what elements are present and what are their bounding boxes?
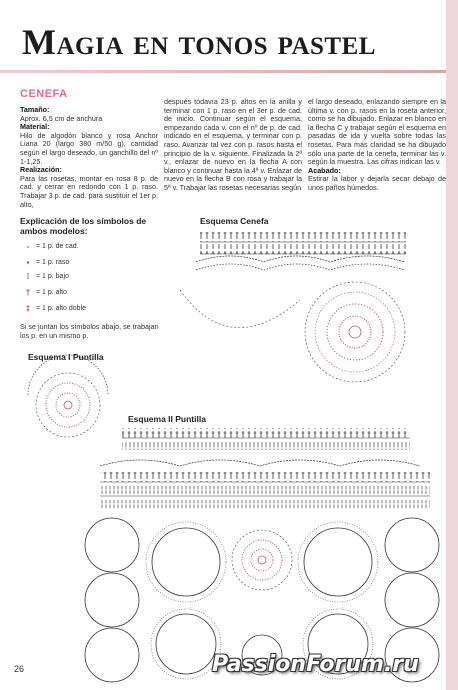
- watermark-logo: PassionForum.ru: [212, 652, 419, 677]
- text-acabado: Estirar la labor y dejarla secar debajo de unos paños húmedos.: [308, 174, 446, 192]
- legend-item-bajo: ⁞ = 1 p. bajo: [22, 272, 69, 281]
- heading-realizacion: Realización:: [20, 165, 62, 175]
- text-material: Hilo de algodón blanco y rosa Anchor Liana 20 (largo 380 m/50 g), cantidad según el largo deseado, un ganchillo del nº 1-1,25.: [20, 130, 158, 166]
- label-esquema-puntilla-2: Esquema II Puntilla: [128, 414, 206, 424]
- slip-stitch-icon: ▪: [26, 258, 30, 267]
- page-number: 26: [14, 664, 25, 674]
- puntilla-1-diagram: [28, 355, 108, 437]
- label-esquema-puntilla-1: Esquema I Puntilla: [28, 352, 104, 362]
- double-crochet-icon: †: [25, 288, 31, 297]
- puntilla-2-diagram: [85, 428, 439, 682]
- cenefa-diagram: [180, 232, 406, 382]
- single-crochet-icon: ⁞: [26, 272, 30, 281]
- text-tamano: Aprox. 6,5 cm de anchura: [20, 113, 103, 123]
- text-realizacion: Para las rosetas, montar en rosa 8 p. de cad. y cerrar en redondo con 1 p. raso. Trabajar 3 p. de cad. para sustituir el 1er p. alto,: [20, 173, 158, 209]
- legend-item-alto: † = 1 p. alto: [22, 288, 67, 297]
- legend-title: Explicación de los símbolos de ambos modelos:: [20, 216, 147, 236]
- text-col2: después todavía 23 p. altos en la anilla y terminar con 1 p. raso en el 3er p. de cad. de inicio. Continuar según el esquema, empezando cada v. con el nº de p. de cad. indicado en el esquema, y terminar con p. raso. Avanzar tal vez con p. rasos hasta el principio de la v. siguiente. Finalizada la 2ª v., enlazar de nuevo en la flecha A con blanco y continuar hasta la 4ª v. Enlazar de nuevo en la flecha B con rosa y trabajar la 5ª v. Trabajar las rosetas necesarias según: [164, 97, 302, 192]
- heading-material: Material:: [20, 122, 50, 132]
- legend-item-alto-doble: ‡ = 1 p. alto doble: [22, 304, 86, 313]
- chain-stitch-icon: -: [26, 242, 30, 251]
- legend-item-raso: ▪ = 1 p. raso: [22, 258, 69, 267]
- section-title: CENEFA: [20, 88, 68, 100]
- text-col3: el largo deseado, enlazando siempre en la última v. con p. rasos en la roseta anterior, como se ha dibujado. Enlazar en blanco en la flecha C y trabajar según el esquema en pasadas de ida y vuelta sobre todas las rosetas. Para más claridad se ha dibujado sólo una parte de la cenefa, terminar las v. según la muestra. Las cifras indican las v.: [308, 97, 446, 167]
- heading-acabado: Acabado:: [308, 165, 341, 175]
- legend-item-cad: - = 1 p. de cad.: [22, 242, 79, 251]
- treble-crochet-icon: ‡: [25, 304, 31, 313]
- heading-tamano: Tamaño:: [20, 105, 50, 114]
- page-title: Magia en tonos pastel: [22, 22, 376, 62]
- legend-note: Si se juntan los símbolos abajo, se trabajan los p. en un mismo p.: [20, 322, 159, 340]
- label-esquema-cenefa: Esquema Cenefa: [200, 216, 269, 226]
